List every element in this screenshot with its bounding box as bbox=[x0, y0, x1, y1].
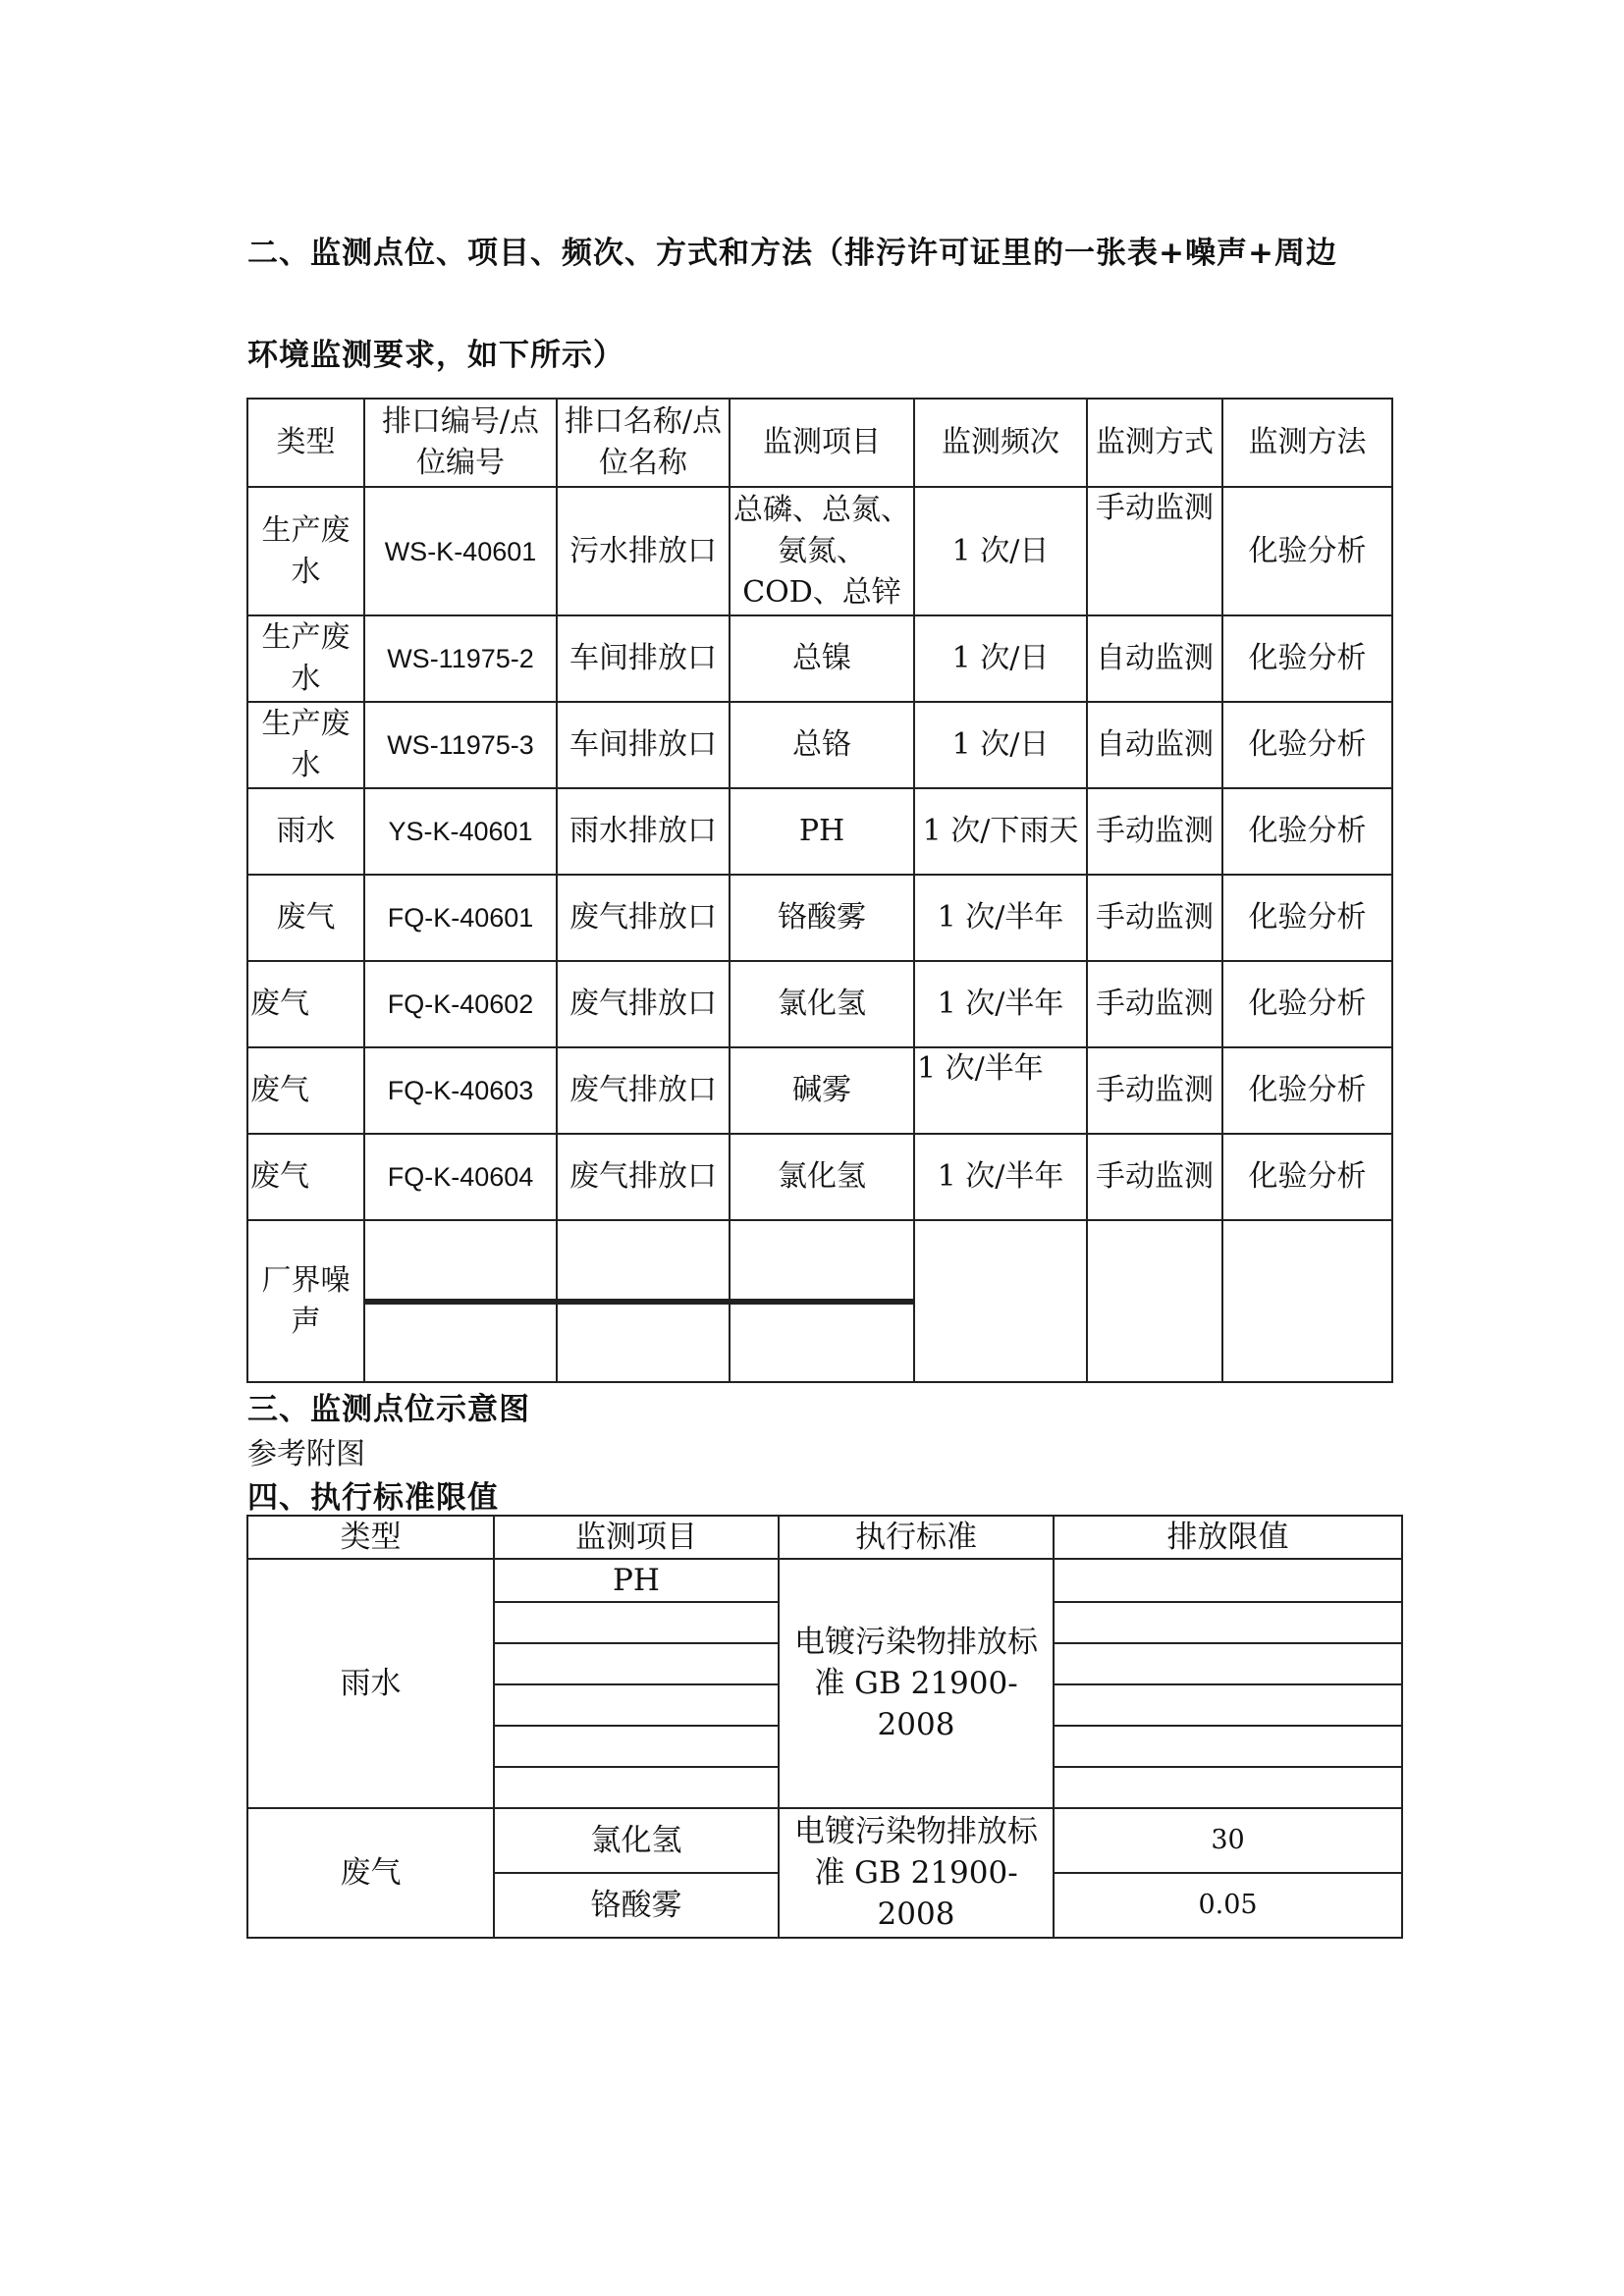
table-row bbox=[247, 1808, 1402, 1873]
code-cell: WS-11975-3 bbox=[364, 702, 557, 788]
table-row bbox=[247, 961, 1392, 1047]
empty-limit-cell bbox=[1054, 1602, 1402, 1643]
method-cell: 化验分析 bbox=[1222, 1134, 1392, 1220]
name-cell: 废气排放口 bbox=[557, 1047, 730, 1134]
mode-cell: 手动监测 bbox=[1087, 487, 1222, 615]
code-cell: WS-K-40601 bbox=[364, 487, 557, 615]
empty-item-cell bbox=[494, 1726, 779, 1767]
method-cell: 化验分析 bbox=[1222, 1047, 1392, 1134]
freq-cell: 1 次/半年 bbox=[914, 875, 1087, 961]
noise-code-subgrid bbox=[365, 1299, 556, 1305]
gas-item-cell: 氯化氢 bbox=[494, 1808, 779, 1873]
header-cell: 监测频次 bbox=[914, 399, 1087, 487]
freq-cell: 1 次/半年 bbox=[914, 1134, 1087, 1220]
mode-cell: 手动监测 bbox=[1087, 1134, 1222, 1220]
name-cell: 废气排放口 bbox=[557, 961, 730, 1047]
mode-cell: 手动监测 bbox=[1087, 961, 1222, 1047]
table-row bbox=[247, 1134, 1392, 1220]
section3-heading: 三、监测点位示意图 bbox=[247, 1392, 530, 1427]
mode-cell: 自动监测 bbox=[1087, 702, 1222, 788]
method-cell: 化验分析 bbox=[1222, 487, 1392, 615]
empty-item-cell bbox=[494, 1602, 779, 1643]
empty-limit-cell bbox=[1054, 1767, 1402, 1808]
item-cell: 总镍 bbox=[730, 615, 914, 702]
noise-name-cell bbox=[557, 1220, 730, 1382]
table2-header-row bbox=[247, 1516, 1402, 1559]
header-cell: 类型 bbox=[247, 1516, 494, 1559]
header-cell: 类型 bbox=[247, 399, 364, 487]
item-cell: 氯化氢 bbox=[730, 961, 914, 1047]
code-cell: FQ-K-40604 bbox=[364, 1134, 557, 1220]
noise-mode-cell bbox=[1087, 1220, 1222, 1382]
name-cell: 废气排放口 bbox=[557, 875, 730, 961]
table-row bbox=[247, 615, 1392, 702]
noise-method-cell bbox=[1222, 1220, 1392, 1382]
mode-cell: 手动监测 bbox=[1087, 788, 1222, 875]
monitoring-table bbox=[246, 398, 1393, 1383]
header-cell: 监测项目 bbox=[730, 399, 914, 487]
noise-item-subgrid bbox=[731, 1299, 913, 1305]
name-cell: 雨水排放口 bbox=[557, 788, 730, 875]
item-cell: 总铬 bbox=[730, 702, 914, 788]
item-cell: 铬酸雾 bbox=[730, 875, 914, 961]
freq-cell: 1 次/半年 bbox=[914, 961, 1087, 1047]
mode-cell: 手动监测 bbox=[1087, 875, 1222, 961]
code-cell: FQ-K-40603 bbox=[364, 1047, 557, 1134]
table-row bbox=[247, 1047, 1392, 1134]
noise-item-cell bbox=[730, 1220, 914, 1382]
rain-standard-cell: 电镀污染物排放标准 GB 21900-2008 bbox=[779, 1559, 1054, 1808]
gas-type-cell: 废气 bbox=[247, 1808, 494, 1938]
freq-cell: 1 次/半年 bbox=[914, 1047, 1087, 1134]
code-cell: WS-11975-2 bbox=[364, 615, 557, 702]
rain-limit-cell bbox=[1054, 1559, 1402, 1602]
table-row bbox=[247, 487, 1392, 615]
rain-type-cell: 雨水 bbox=[247, 1559, 494, 1808]
gas-item-cell: 铬酸雾 bbox=[494, 1873, 779, 1938]
method-cell: 化验分析 bbox=[1222, 961, 1392, 1047]
section2-heading-line2: 环境监测要求，如下所示） bbox=[247, 338, 624, 373]
table-row bbox=[247, 702, 1392, 788]
header-cell: 排口名称/点位名称 bbox=[557, 399, 730, 487]
section4-heading: 四、执行标准限值 bbox=[247, 1480, 499, 1516]
freq-cell: 1 次/日 bbox=[914, 615, 1087, 702]
type-cell: 生产废水 bbox=[247, 702, 364, 788]
table-row bbox=[247, 788, 1392, 875]
code-cell: YS-K-40601 bbox=[364, 788, 557, 875]
noise-row bbox=[247, 1220, 1392, 1382]
mode-cell: 手动监测 bbox=[1087, 1047, 1222, 1134]
rain-item-cell: PH bbox=[494, 1559, 779, 1602]
header-cell: 监测方式 bbox=[1087, 399, 1222, 487]
header-cell: 排口编号/点位编号 bbox=[364, 399, 557, 487]
name-cell: 车间排放口 bbox=[557, 615, 730, 702]
gas-limit-cell: 30 bbox=[1054, 1808, 1402, 1873]
empty-item-cell bbox=[494, 1767, 779, 1808]
item-cell: 氯化氢 bbox=[730, 1134, 914, 1220]
method-cell: 化验分析 bbox=[1222, 788, 1392, 875]
type-cell: 废气 bbox=[247, 1134, 364, 1220]
table1-header-row bbox=[247, 399, 1392, 487]
name-cell: 车间排放口 bbox=[557, 702, 730, 788]
table-row bbox=[247, 1559, 1402, 1602]
method-cell: 化验分析 bbox=[1222, 702, 1392, 788]
noise-code-cell bbox=[364, 1220, 557, 1382]
type-cell: 废气 bbox=[247, 961, 364, 1047]
type-cell: 生产废水 bbox=[247, 487, 364, 615]
section3-text: 参考附图 bbox=[247, 1437, 365, 1471]
code-cell: FQ-K-40602 bbox=[364, 961, 557, 1047]
code-cell: FQ-K-40601 bbox=[364, 875, 557, 961]
freq-cell: 1 次/日 bbox=[914, 702, 1087, 788]
noise-type-cell: 厂界噪声 bbox=[247, 1220, 364, 1382]
noise-freq-cell bbox=[914, 1220, 1087, 1382]
name-cell: 污水排放口 bbox=[557, 487, 730, 615]
gas-limit-cell: 0.05 bbox=[1054, 1873, 1402, 1938]
method-cell: 化验分析 bbox=[1222, 875, 1392, 961]
type-cell: 生产废水 bbox=[247, 615, 364, 702]
empty-limit-cell bbox=[1054, 1726, 1402, 1767]
mode-cell: 自动监测 bbox=[1087, 615, 1222, 702]
name-cell: 废气排放口 bbox=[557, 1134, 730, 1220]
type-cell: 雨水 bbox=[247, 788, 364, 875]
header-cell: 执行标准 bbox=[779, 1516, 1054, 1559]
empty-item-cell bbox=[494, 1684, 779, 1726]
item-cell: PH bbox=[730, 788, 914, 875]
header-cell: 监测项目 bbox=[494, 1516, 779, 1559]
freq-cell: 1 次/日 bbox=[914, 487, 1087, 615]
method-cell: 化验分析 bbox=[1222, 615, 1392, 702]
item-cell: 碱雾 bbox=[730, 1047, 914, 1134]
empty-limit-cell bbox=[1054, 1643, 1402, 1684]
empty-limit-cell bbox=[1054, 1684, 1402, 1726]
gas-standard-cell: 电镀污染物排放标准 GB 21900-2008 bbox=[779, 1808, 1054, 1938]
header-cell: 监测方法 bbox=[1222, 399, 1392, 487]
type-cell: 废气 bbox=[247, 875, 364, 961]
noise-name-subgrid bbox=[558, 1299, 729, 1305]
freq-cell: 1 次/下雨天 bbox=[914, 788, 1087, 875]
type-cell: 废气 bbox=[247, 1047, 364, 1134]
empty-item-cell bbox=[494, 1643, 779, 1684]
standard-limits-table bbox=[246, 1515, 1403, 1939]
header-cell: 排放限值 bbox=[1054, 1516, 1402, 1559]
section2-heading-line1: 二、监测点位、项目、频次、方式和方法（排污许可证里的一张表+噪声+周边 bbox=[247, 236, 1337, 271]
table-row bbox=[247, 875, 1392, 961]
item-cell: 总磷、总氮、氨氮、COD、总锌 bbox=[730, 487, 914, 615]
